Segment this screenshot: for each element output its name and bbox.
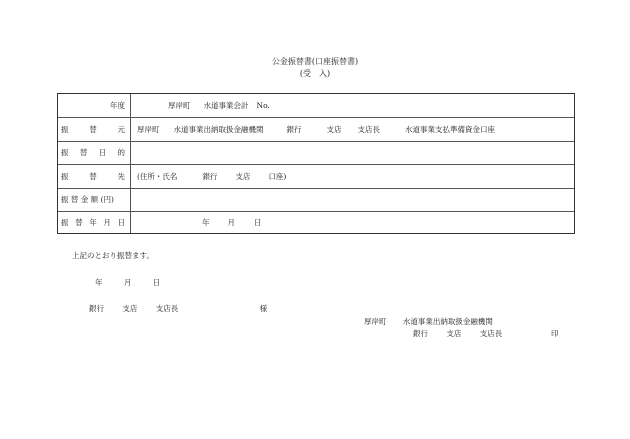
source-town: 厚岸町 [137,124,160,134]
date-day: 日 [152,278,161,287]
addressee-bank: 銀行 [89,304,104,313]
source-account: 水道事業支払準備資金口座 [405,124,495,134]
transfer-month: 月 [227,218,235,227]
label-char: 的 [117,148,125,157]
statement-text: 上記のとおり振替ます。 [72,251,154,260]
label-char: 日 [98,148,107,157]
fiscal-year-number: No. [256,101,270,110]
label-char: 月 [103,218,111,227]
addressee-manager: 支店長 [155,304,179,313]
label-char: 替 [89,124,97,134]
date-year: 年 [95,278,103,287]
transfer-amount-label: 振 替 金 額 (円) [61,195,114,204]
transfer-purpose-label [58,141,130,164]
transfer-source-row [58,117,574,141]
sender-branch-line [413,329,502,338]
sender-institution: 水道事業出納取扱金融機関 [402,317,493,326]
date-line [95,278,160,287]
transfer-date-label [58,211,130,234]
label-char: 振 [61,124,69,134]
sender-manager: 支店長 [479,329,503,338]
label-char: 振 [61,148,69,157]
addressee-honorific: 様 [259,304,268,313]
transfer-form-table [57,93,575,234]
fiscal-year-account: 水道事業会計 [203,101,249,110]
source-branch: 支店 [326,124,342,134]
transfer-source-label [58,117,130,141]
document-title: 公金振替書(口座振替書) [271,57,359,66]
transfer-destination-label [58,164,130,188]
document-subtitle: (受 入) [299,69,331,78]
label-char: 替 [89,171,97,181]
date-month: 月 [123,278,132,287]
fiscal-year-town: 厚岸町 [168,101,191,110]
sender-town: 厚岸町 [364,317,387,326]
label-char: 日 [117,218,125,227]
label-char: 替 [75,218,83,227]
fiscal-year-label: 年度 [110,101,125,110]
destination-bank: 銀行 [202,171,218,181]
label-char: 元 [117,124,125,134]
label-char: 替 [79,148,88,157]
transfer-date-row [58,211,574,234]
transfer-amount-row [58,188,574,211]
fiscal-year-row [58,94,574,117]
label-char: 先 [117,171,125,181]
destination-branch: 支店 [235,171,251,181]
transfer-purpose-row [58,141,574,164]
label-char: 振 [61,171,69,181]
transfer-day: 日 [254,218,262,227]
destination-account: 口座) [268,171,287,181]
addressee-branch: 支店 [122,304,138,313]
source-bank: 銀行 [286,124,302,134]
seal-mark: 印 [551,329,559,338]
addressee-line [89,304,267,313]
source-manager: 支店長 [357,124,380,134]
sender-bank: 銀行 [413,329,428,338]
sender-branch: 支店 [446,329,462,338]
label-char: 振 [61,218,69,227]
sender-line [364,317,493,326]
transfer-destination-row [58,164,574,188]
label-char: 年 [89,218,97,227]
destination-address: (住所・氏名 [137,171,178,181]
source-institution: 水道事業出納取扱金融機関 [173,124,264,134]
transfer-year: 年 [202,218,210,227]
